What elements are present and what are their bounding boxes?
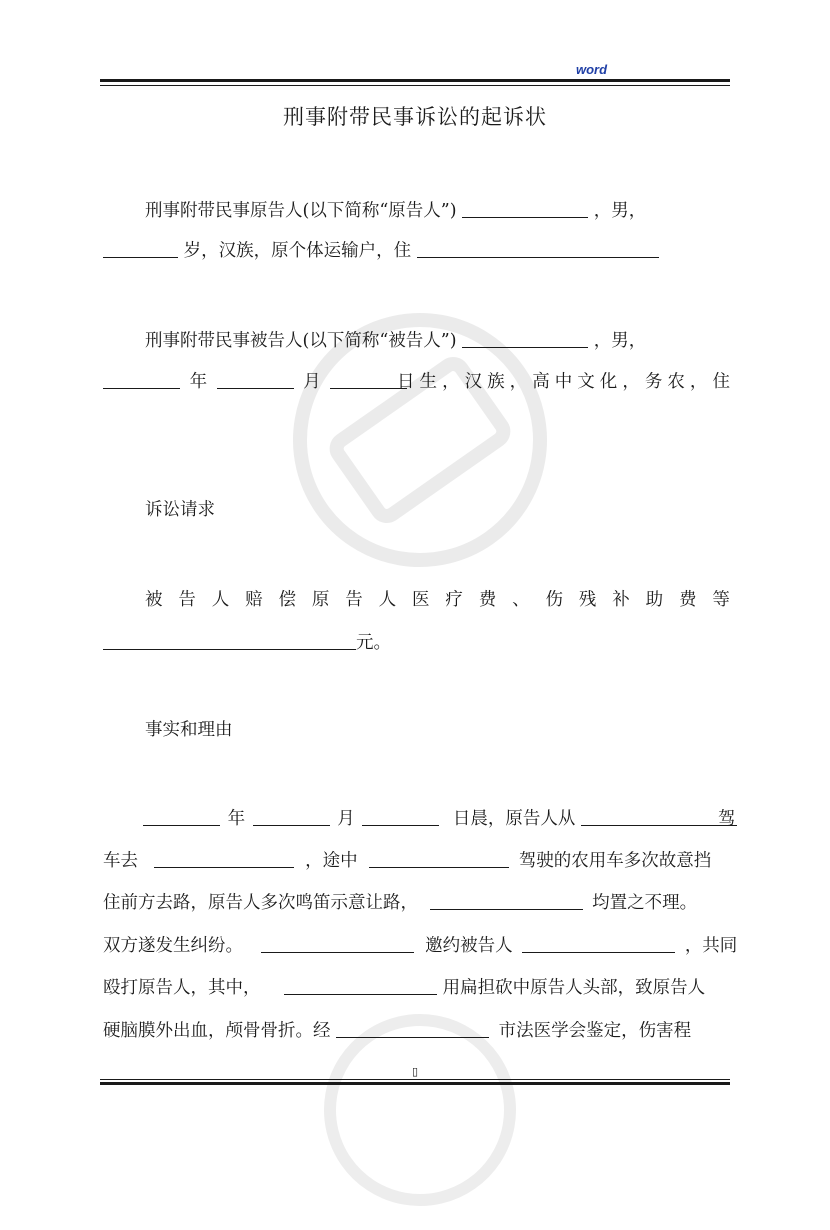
driver-name-blank[interactable]: [369, 849, 509, 868]
watermark-logo: [250, 270, 590, 610]
defendant-info-char: 高: [532, 372, 550, 392]
defendant-birth-day-blank[interactable]: [330, 370, 407, 389]
year-label: 年: [189, 372, 208, 392]
incident-month-blank[interactable]: [253, 807, 330, 826]
party-name-blank-2[interactable]: [261, 934, 414, 953]
header-brand: word: [576, 62, 608, 77]
defendant-info-char: ，: [622, 372, 640, 392]
defendant-info-char: 化: [599, 372, 618, 392]
destination-blank[interactable]: [154, 849, 294, 868]
defendant-info-char: 族: [487, 372, 505, 392]
incident-year-blank[interactable]: [143, 807, 220, 826]
defendant-info-char: 中: [554, 372, 573, 392]
claims-char: 被: [145, 590, 163, 610]
defendant-label: 刑事附带民事被告人(以下简称“被告人”): [145, 331, 457, 351]
plaintiff-name-blank[interactable]: [462, 199, 588, 218]
facts-line-4: [103, 933, 737, 959]
document-title: 刑事附带民事诉讼的起诉状: [283, 105, 547, 129]
defendant-info-char: 文: [577, 372, 595, 392]
claims-char: 助: [645, 590, 664, 610]
plaintiff-info: 岁，汉族，原个体运输户，住: [183, 241, 412, 261]
claims-text: [145, 587, 730, 613]
claims-char: 费: [679, 590, 697, 610]
claims-char: 疗: [445, 590, 463, 610]
defendant-name-blank[interactable]: [462, 329, 588, 348]
facts-line-1: [143, 806, 737, 832]
claims-char: 人: [211, 590, 230, 610]
defendant-info-char: 住: [712, 372, 730, 392]
claims-char: 告: [345, 590, 363, 610]
defendant-info-char: 务: [644, 372, 663, 392]
facts-text: ，共同: [684, 936, 738, 956]
claims-char: 补: [612, 590, 630, 610]
claims-amount-suffix: 元。: [356, 633, 391, 653]
claims-char: 人: [378, 590, 397, 610]
claims-char: 残: [578, 590, 597, 610]
party-name-blank-1[interactable]: [430, 891, 583, 910]
defendant-line-1: [145, 328, 646, 354]
page-number: ▯: [412, 1065, 419, 1078]
claims-char: 伤: [545, 590, 563, 610]
defendant-line-2: [103, 369, 407, 395]
facts-text: 均置之不理。: [592, 893, 698, 913]
claims-amount-line: [103, 630, 391, 656]
month-label: 月: [337, 809, 355, 829]
defendant-info-char: 生: [419, 372, 438, 392]
facts-text: 车去: [103, 851, 138, 871]
defendant-birth-month-blank[interactable]: [217, 370, 294, 389]
month-label: 月: [303, 372, 321, 392]
defendant-info-char: 汉: [464, 372, 483, 392]
claims-char: 医: [412, 590, 430, 610]
facts-text: 市法医学会鉴定，伤害程: [498, 1021, 692, 1041]
plaintiff-line-2: [103, 238, 659, 264]
claims-amount-blank[interactable]: [103, 631, 356, 650]
claims-char: 偿: [278, 590, 296, 610]
facts-line-6: [103, 1018, 691, 1044]
facts-text: ，途中: [305, 851, 358, 871]
claims-char: 等: [712, 590, 730, 610]
footer-rule-thick: [100, 1082, 730, 1085]
plaintiff-label: 刑事附带民事原告人(以下简称“原告人”): [145, 201, 457, 221]
attacker-name-blank[interactable]: [284, 976, 437, 995]
facts-line-2: [103, 848, 711, 874]
party-name-blank-3[interactable]: [522, 934, 675, 953]
facts-text: 日晨，原告人从: [452, 809, 576, 829]
defendant-gender: ，男，: [593, 331, 647, 351]
claims-char: 赔: [245, 590, 263, 610]
defendant-info-char: ，: [509, 372, 528, 392]
facts-text: 驾驶的农用车多次故意挡: [518, 851, 712, 871]
claims-char: 、: [512, 590, 530, 610]
defendant-birth-year-blank[interactable]: [103, 370, 180, 389]
defendant-info-rest: [397, 369, 730, 395]
footer-rule-thin: [100, 1079, 730, 1080]
defendant-info-char: 农: [667, 372, 685, 392]
origin-place-blank[interactable]: [581, 807, 737, 826]
defendant-info-char: 日: [397, 372, 415, 392]
claims-heading: 诉讼请求: [145, 500, 215, 520]
facts-text: 住前方去路，原告人多次鸣笛示意让路，: [103, 893, 418, 913]
claims-char: 告: [178, 590, 196, 610]
facts-text: 用扁担砍中原告人头部，致原告人: [442, 978, 706, 998]
claims-char: 原: [311, 590, 330, 610]
defendant-info-char: ，: [689, 372, 708, 392]
facts-line-1-end: 驾: [718, 809, 736, 829]
facts-text: 殴打原告人，其中，: [103, 978, 261, 998]
facts-line-5: [103, 975, 705, 1001]
plaintiff-gender: ，男，: [593, 201, 647, 221]
facts-text: 邀约被告人: [425, 936, 513, 956]
city-name-blank[interactable]: [336, 1019, 489, 1038]
header-rule-thick: [100, 79, 730, 82]
defendant-info-char: ，: [442, 372, 460, 392]
header-rule-thin: [100, 85, 730, 86]
year-label: 年: [227, 809, 246, 829]
facts-heading: 事实和理由: [145, 720, 233, 740]
plaintiff-address-blank[interactable]: [417, 239, 659, 258]
facts-text: 硬脑膜外出血，颅骨骨折。经: [103, 1021, 331, 1041]
claims-char: 费: [478, 590, 497, 610]
plaintiff-line-1: [145, 198, 646, 224]
incident-day-blank[interactable]: [362, 807, 439, 826]
facts-text: 双方遂发生纠纷。: [103, 936, 243, 956]
plaintiff-age-blank[interactable]: [103, 239, 178, 258]
facts-line-3: [103, 890, 697, 916]
